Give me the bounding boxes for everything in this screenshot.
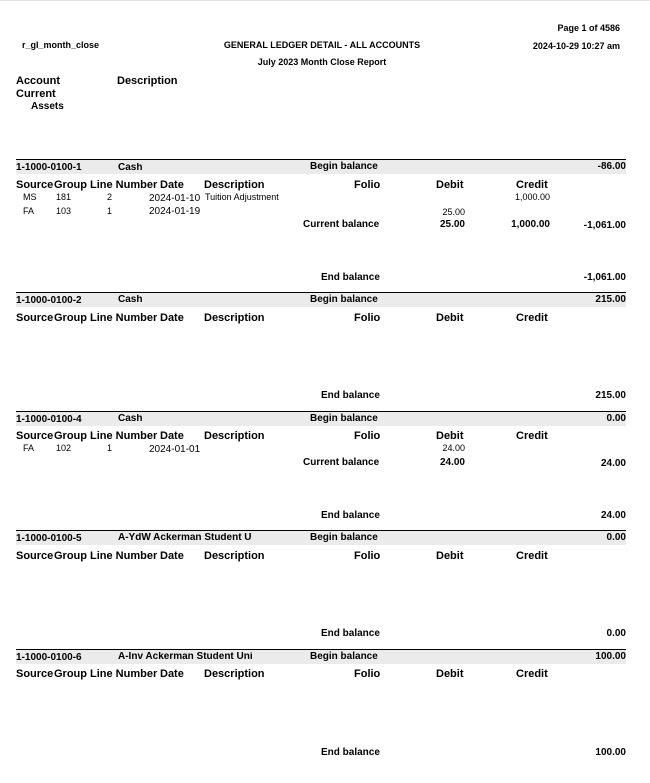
col-debit: Debit [436, 668, 464, 680]
col-line-number: Line Number [90, 668, 158, 680]
col-date: Date [160, 179, 184, 191]
col-group: Group [54, 312, 87, 324]
end-balance-value: 24.00 [600, 510, 626, 521]
begin-balance-value: 215.00 [595, 294, 626, 305]
col-group: Group [54, 668, 87, 680]
end-balance-value: 215.00 [595, 390, 626, 401]
report-title: GENERAL LEDGER DETAIL - ALL ACCOUNTS [223, 40, 421, 50]
col-line-number: Line Number [90, 179, 158, 191]
page-top-border [0, 0, 650, 1]
col-source: Source [16, 430, 54, 442]
row-group: 103 [56, 206, 72, 216]
account-number: 1-1000-0100-2 [16, 295, 82, 306]
end-balance-label: End balance [321, 390, 380, 401]
col-credit: Credit [516, 550, 548, 562]
account-divider [16, 292, 626, 293]
col-source: Source [16, 668, 54, 680]
account-heading: Account [16, 75, 60, 87]
col-credit: Credit [516, 430, 548, 442]
account-name: Cash [118, 414, 143, 424]
account-name: A-Inv Ackerman Student Uni [118, 652, 253, 662]
col-folio: Folio [354, 430, 381, 442]
current-balance-label: Current balance [303, 457, 380, 468]
begin-balance-label: Begin balance [310, 532, 378, 543]
col-debit: Debit [436, 430, 464, 442]
end-balance-label: End balance [321, 272, 380, 283]
col-folio: Folio [354, 550, 381, 562]
col-source: Source [16, 179, 54, 191]
current-debit-total: 24.00 [439, 457, 465, 468]
col-date: Date [160, 668, 184, 680]
col-description: Description [204, 430, 265, 442]
col-folio: Folio [354, 179, 381, 191]
col-line-number: Line Number [90, 312, 158, 324]
col-credit: Credit [516, 312, 548, 324]
current-balance-label: Current balance [303, 219, 380, 230]
col-line-number: Line Number [90, 550, 158, 562]
col-debit: Debit [436, 312, 464, 324]
col-group: Group [54, 179, 87, 191]
row-credit: 1,000.00 [514, 192, 550, 202]
account-divider [16, 530, 626, 531]
account-number: 1-1000-0100-4 [16, 414, 82, 425]
row-date: 2024-01-19 [149, 207, 201, 217]
account-number: 1-1000-0100-5 [16, 533, 82, 544]
report-id: r_gl_month_close [22, 40, 100, 50]
col-debit: Debit [436, 179, 464, 191]
row-date: 2024-01-10 [149, 194, 201, 204]
account-number: 1-1000-0100-1 [16, 162, 82, 173]
current-balance-value: 24.00 [600, 458, 626, 469]
col-description: Description [204, 312, 265, 324]
end-balance-label: End balance [321, 510, 380, 521]
row-description: Tuition Adjustment [205, 192, 279, 202]
account-divider [16, 159, 626, 160]
current-heading: Current [16, 88, 56, 100]
row-line: 2 [107, 192, 113, 202]
col-line-number: Line Number [90, 430, 158, 442]
begin-balance-label: Begin balance [310, 161, 378, 172]
col-description: Description [204, 668, 265, 680]
end-balance-value: -1,061.00 [583, 272, 626, 283]
begin-balance-label: Begin balance [310, 413, 378, 424]
col-group: Group [54, 430, 87, 442]
report-timestamp: 2024-10-29 10:27 am [532, 41, 620, 51]
end-balance-value: 100.00 [595, 747, 626, 758]
row-date: 2024-01-01 [149, 445, 201, 455]
account-name: A-YdW Ackerman Student U [118, 533, 252, 543]
col-date: Date [160, 430, 184, 442]
row-source: FA [23, 206, 35, 216]
begin-balance-value: 0.00 [606, 413, 626, 424]
description-heading: Description [117, 75, 178, 87]
end-balance-label: End balance [321, 747, 380, 758]
col-group: Group [54, 550, 87, 562]
col-date: Date [160, 550, 184, 562]
begin-balance-value: 100.00 [595, 651, 626, 662]
row-line: 1 [107, 443, 113, 453]
col-description: Description [204, 179, 265, 191]
row-source: MS [23, 192, 37, 202]
begin-balance-label: Begin balance [310, 651, 378, 662]
col-source: Source [16, 550, 54, 562]
begin-balance-value: -86.00 [597, 161, 626, 172]
col-folio: Folio [354, 312, 381, 324]
account-name: Cash [118, 295, 143, 305]
current-debit-total: 25.00 [439, 219, 465, 230]
account-divider [16, 649, 626, 650]
account-number: 1-1000-0100-6 [16, 652, 82, 663]
account-name: Cash [118, 163, 143, 173]
row-line: 1 [107, 206, 113, 216]
begin-balance-value: 0.00 [606, 532, 626, 543]
col-debit: Debit [436, 550, 464, 562]
current-credit-total: 1,000.00 [511, 219, 550, 230]
col-folio: Folio [354, 668, 381, 680]
col-credit: Credit [516, 668, 548, 680]
col-date: Date [160, 312, 184, 324]
row-source: FA [23, 443, 35, 453]
assets-heading: Assets [31, 101, 64, 112]
account-divider [16, 411, 626, 412]
page-number: Page 1 of 4586 [557, 23, 620, 33]
row-group: 102 [56, 443, 72, 453]
end-balance-value: 0.00 [606, 628, 626, 639]
row-debit: 24.00 [442, 443, 465, 453]
current-balance-value: -1,061.00 [583, 220, 626, 231]
report-subtitle: July 2023 Month Close Report [257, 57, 387, 67]
begin-balance-label: Begin balance [310, 294, 378, 305]
col-description: Description [204, 550, 265, 562]
col-credit: Credit [516, 179, 548, 191]
col-source: Source [16, 312, 54, 324]
end-balance-label: End balance [321, 628, 380, 639]
row-debit: 25.00 [442, 207, 465, 217]
row-group: 181 [56, 192, 72, 202]
